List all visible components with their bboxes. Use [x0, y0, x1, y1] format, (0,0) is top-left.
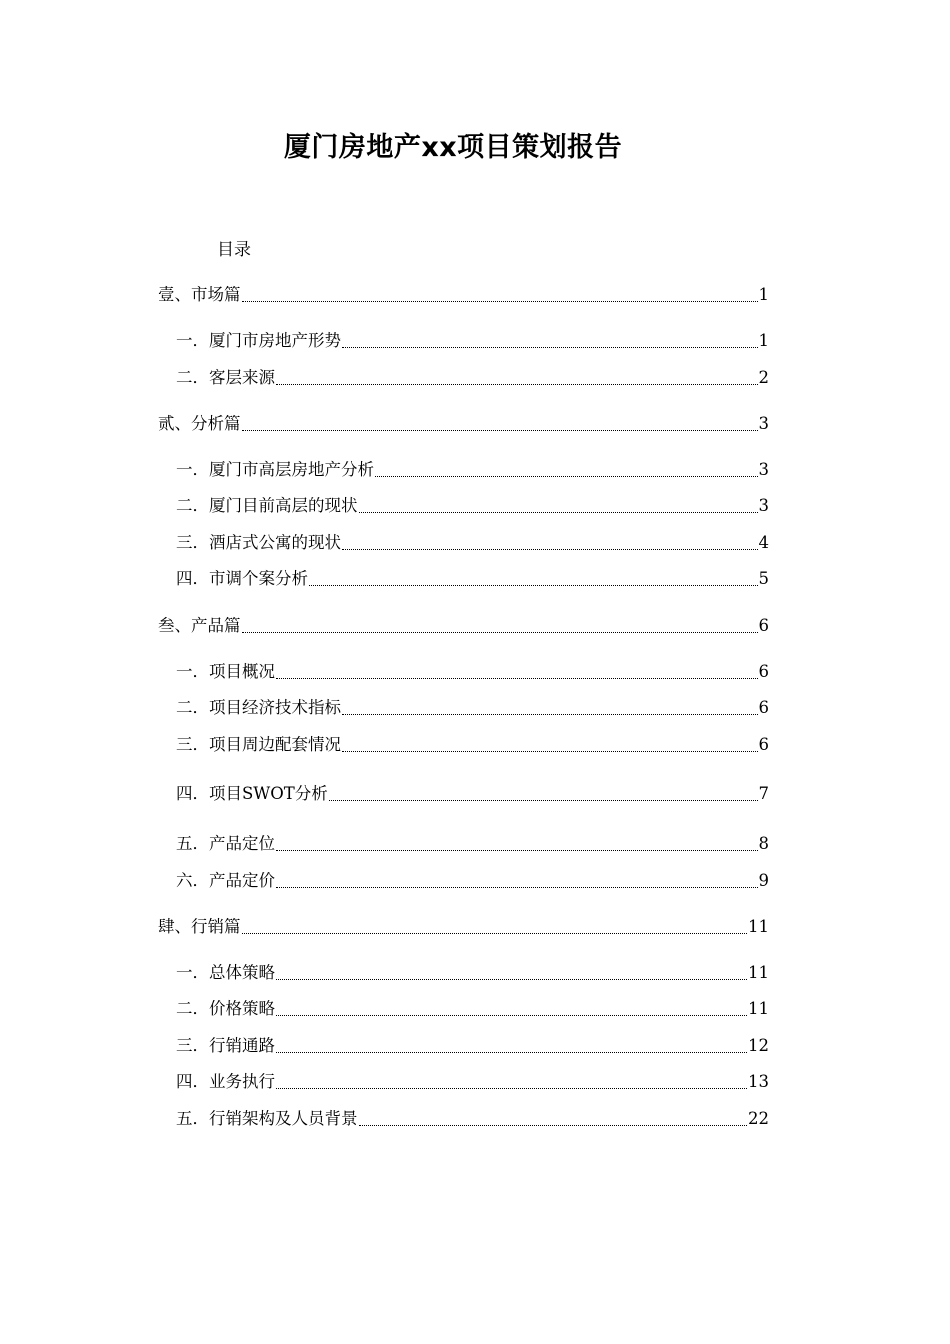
- toc-page-number: 6: [758, 616, 769, 635]
- toc-page-number: 5: [758, 569, 769, 588]
- toc-dot-leader: [276, 978, 747, 980]
- toc-entry-label: 叁、产品篇: [158, 616, 241, 635]
- toc-page-number: 22: [748, 1109, 769, 1128]
- toc-dot-leader: [276, 886, 758, 888]
- toc-dot-leader: [375, 475, 758, 477]
- toc-dot-leader: [242, 300, 758, 302]
- toc-page-number: 1: [758, 331, 769, 350]
- toc-entry-label: 肆、行销篇: [158, 917, 241, 936]
- toc-heading: 目录: [217, 240, 251, 260]
- toc-dot-leader: [342, 713, 758, 715]
- toc-subsection-entry[interactable]: [176, 1033, 769, 1059]
- toc-dot-leader: [276, 1014, 747, 1016]
- toc-subsection-entry[interactable]: [176, 732, 769, 758]
- toc-subsection-entry[interactable]: [176, 1106, 769, 1132]
- toc-entry-label: 四．市调个案分析: [176, 569, 308, 588]
- toc-dot-leader: [309, 584, 758, 586]
- toc-page-number: 12: [748, 1036, 769, 1055]
- toc-subsection-entry[interactable]: [176, 781, 769, 807]
- toc-dot-leader: [359, 511, 758, 513]
- toc-dot-leader: [342, 750, 758, 752]
- toc-dot-leader: [359, 1124, 748, 1126]
- toc-page-number: 11: [748, 963, 769, 982]
- toc-page-number: 3: [758, 460, 769, 479]
- toc-dot-leader: [276, 383, 758, 385]
- toc-subsection-entry[interactable]: [176, 831, 769, 857]
- toc-dot-leader: [242, 631, 758, 633]
- toc-dot-leader: [242, 932, 748, 934]
- toc-subsection-entry[interactable]: [176, 996, 769, 1022]
- toc-page-number: 13: [748, 1072, 769, 1091]
- toc-section-entry[interactable]: [158, 282, 769, 308]
- toc-page-number: 7: [758, 784, 769, 803]
- toc-section-entry[interactable]: [158, 411, 769, 437]
- toc-dot-leader: [276, 1051, 747, 1053]
- toc-page-number: 6: [758, 735, 769, 754]
- toc-section-entry[interactable]: [158, 914, 769, 940]
- toc-page-number: 11: [748, 917, 769, 936]
- toc-subsection-entry[interactable]: [176, 457, 769, 483]
- toc-entry-label: 二．厦门目前高层的现状: [176, 496, 358, 515]
- toc-subsection-entry[interactable]: [176, 659, 769, 685]
- toc-entry-label: 三．行销通路: [176, 1036, 275, 1055]
- toc-subsection-entry[interactable]: [176, 566, 769, 592]
- toc-subsection-entry[interactable]: [176, 695, 769, 721]
- toc-subsection-entry[interactable]: [176, 868, 769, 894]
- toc-entry-label: 壹、市场篇: [158, 285, 241, 304]
- toc-page-number: 8: [758, 834, 769, 853]
- toc-entry-label: 四．业务执行: [176, 1072, 275, 1091]
- toc-page-number: 4: [758, 533, 769, 552]
- toc-entry-label: 三．酒店式公寓的现状: [176, 533, 341, 552]
- toc-subsection-entry[interactable]: [176, 328, 769, 354]
- toc-entry-label: 二．项目经济技术指标: [176, 698, 341, 717]
- toc-subsection-entry[interactable]: [176, 1069, 769, 1095]
- toc-subsection-entry[interactable]: [176, 530, 769, 556]
- toc-entry-label: 二．客层来源: [176, 368, 275, 387]
- toc-dot-leader: [276, 677, 758, 679]
- toc-entry-label: 六．产品定价: [176, 871, 275, 890]
- document-title: 厦门房地产xx项目策划报告: [283, 132, 623, 163]
- toc-entry-label: 五．行销架构及人员背景: [176, 1109, 358, 1128]
- toc-dot-leader: [342, 548, 758, 550]
- toc-section-entry[interactable]: [158, 613, 769, 639]
- toc-entry-label: 一．厦门市高层房地产分析: [176, 460, 374, 479]
- toc-page-number: 3: [758, 496, 769, 515]
- toc-page-number: 3: [758, 414, 769, 433]
- toc-page-number: 6: [758, 698, 769, 717]
- toc-subsection-entry[interactable]: [176, 493, 769, 519]
- toc-entry-label: 四．项目SWOT分析: [176, 784, 328, 803]
- toc-page-number: 1: [758, 285, 769, 304]
- toc-page-number: 9: [758, 871, 769, 890]
- toc-entry-label: 一．总体策略: [176, 963, 275, 982]
- toc-dot-leader: [276, 849, 758, 851]
- toc-subsection-entry[interactable]: [176, 960, 769, 986]
- toc-entry-label: 贰、分析篇: [158, 414, 241, 433]
- toc-dot-leader: [342, 346, 758, 348]
- toc-entry-label: 二．价格策略: [176, 999, 275, 1018]
- toc-dot-leader: [276, 1087, 747, 1089]
- toc-dot-leader: [329, 799, 758, 801]
- toc-entry-label: 三．项目周边配套情况: [176, 735, 341, 754]
- toc-entry-label: 五．产品定位: [176, 834, 275, 853]
- toc-page-number: 6: [758, 662, 769, 681]
- toc-subsection-entry[interactable]: [176, 365, 769, 391]
- toc-page-number: 11: [748, 999, 769, 1018]
- toc-dot-leader: [242, 429, 758, 431]
- toc-page-number: 2: [758, 368, 769, 387]
- toc-entry-label: 一．厦门市房地产形势: [176, 331, 341, 350]
- toc-entry-label: 一．项目概况: [176, 662, 275, 681]
